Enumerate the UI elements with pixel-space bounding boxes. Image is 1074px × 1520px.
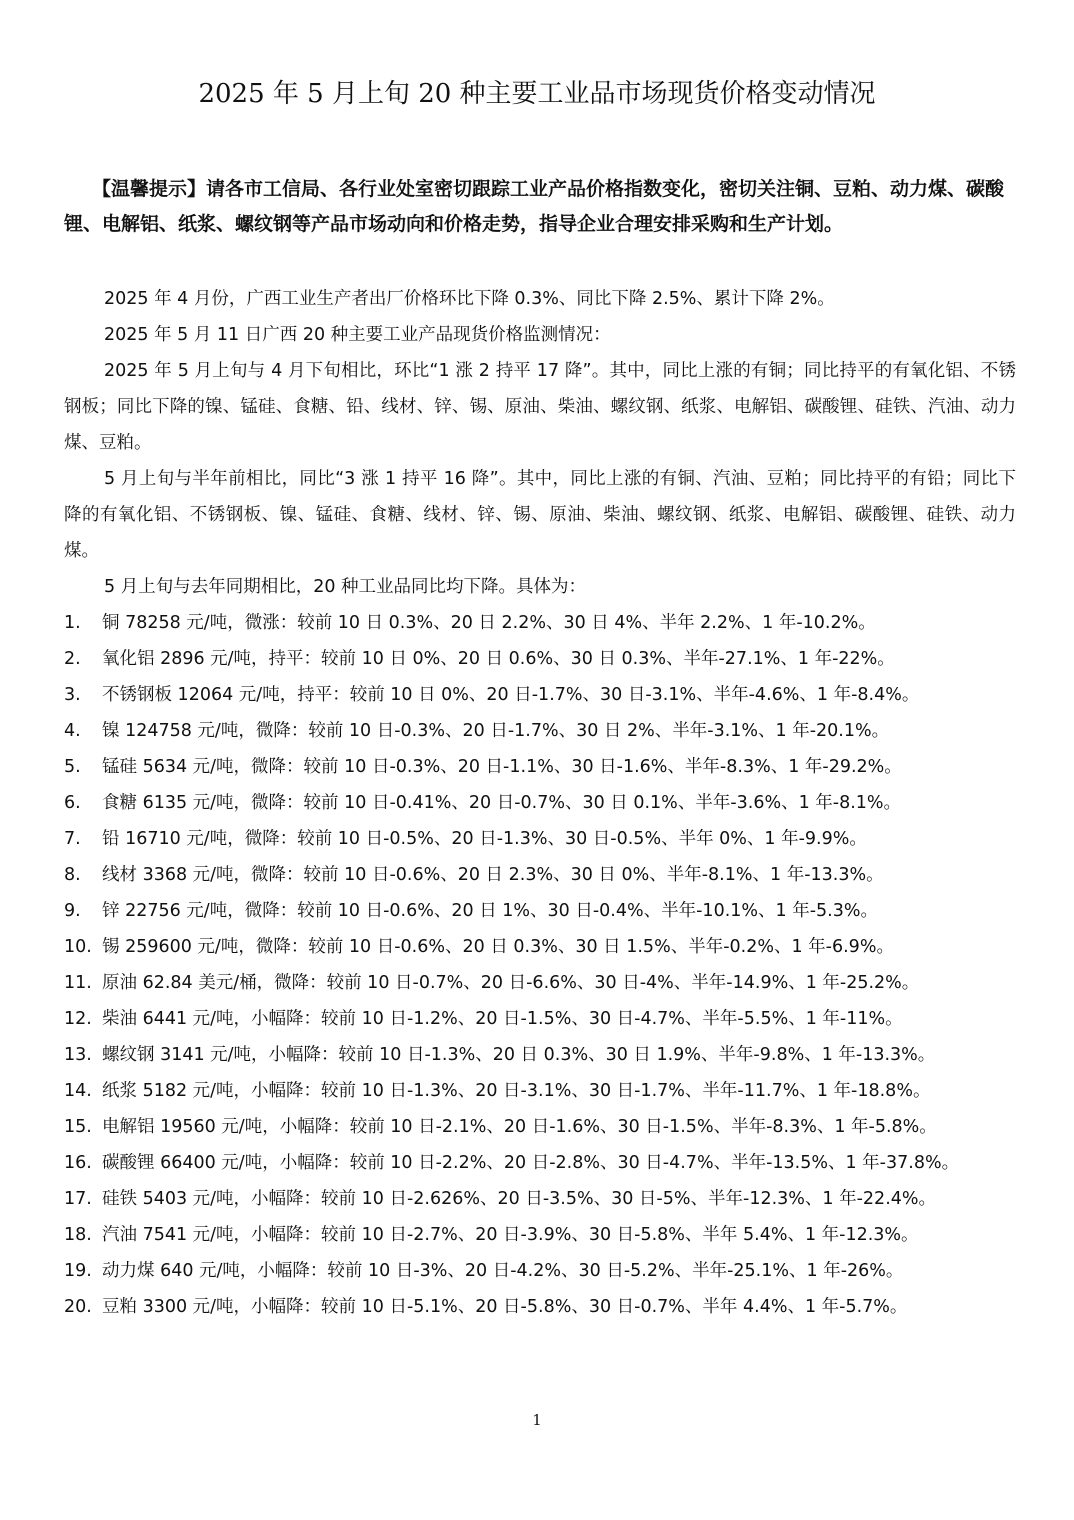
list-item bbox=[64, 965, 1016, 1001]
paragraph-half-year-comparison: 5 月上旬与半年前相比，同比“3 涨 1 持平 16 降”。其中，同比上涨的有铜、汽油、豆粕；同比持平的有铅；同比下降的有氧化铝、不锈钢板、镍、锰硅、食糖、线材、锌、锡、原油、柴油、螺纹钢、纸浆、电解铝、碳酸锂、硅铁、动力煤。 bbox=[64, 469, 1016, 561]
list-item bbox=[64, 929, 1016, 965]
list-item-number: 13. bbox=[64, 1045, 92, 1065]
list-item-number: 12. bbox=[64, 1009, 92, 1029]
list-item-text: 食糖 6135 元/吨，微降：较前 10 日-0.41%、20 日-0.7%、30 日 0.1%、半年-3.6%、1 年-8.1%。 bbox=[102, 793, 902, 813]
list-item bbox=[64, 1109, 1016, 1145]
list-item-text: 铜 78258 元/吨，微涨：较前 10 日 0.3%、20 日 2.2%、30 日 4%、半年 2.2%、1 年-10.2%。 bbox=[102, 613, 876, 633]
list-item bbox=[64, 1145, 1016, 1181]
list-item-text: 螺纹钢 3141 元/吨，小幅降：较前 10 日-1.3%、20 日 0.3%、30 日 1.9%、半年-9.8%、1 年-13.3%。 bbox=[102, 1045, 936, 1065]
list-item-text: 不锈钢板 12064 元/吨，持平：较前 10 日 0%、20 日-1.7%、30 日-3.1%、半年-4.6%、1 年-8.4%。 bbox=[102, 685, 920, 705]
list-item-number: 18. bbox=[64, 1225, 92, 1245]
list-item-number: 4. bbox=[64, 721, 81, 741]
list-item-number: 10. bbox=[64, 937, 92, 957]
list-item-number: 15. bbox=[64, 1117, 92, 1137]
list-item-number: 3. bbox=[64, 685, 81, 705]
list-item-number: 8. bbox=[64, 865, 81, 885]
list-item-text: 线材 3368 元/吨，微降：较前 10 日-0.6%、20 日 2.3%、30 日 0%、半年-8.1%、1 年-13.3%。 bbox=[102, 865, 884, 885]
list-item-number: 9. bbox=[64, 901, 81, 921]
list-item-number: 11. bbox=[64, 973, 92, 993]
list-item-number: 6. bbox=[64, 793, 81, 813]
list-item-number: 2. bbox=[64, 649, 81, 669]
list-item-text: 氧化铝 2896 元/吨，持平：较前 10 日 0%、20 日 0.6%、30 日 0.3%、半年-27.1%、1 年-22%。 bbox=[102, 649, 895, 669]
list-item bbox=[64, 1289, 1016, 1325]
list-item bbox=[64, 821, 1016, 857]
list-item bbox=[64, 1181, 1016, 1217]
page-number: 1 bbox=[532, 1411, 542, 1429]
list-item bbox=[64, 893, 1016, 929]
list-item bbox=[64, 1217, 1016, 1253]
list-item bbox=[64, 785, 1016, 821]
document-body bbox=[64, 281, 1016, 1325]
paragraph-monitoring-intro: 2025 年 5 月 11 日广西 20 种主要工业产品现货价格监测情况： bbox=[104, 325, 611, 345]
list-item-text: 锰硅 5634 元/吨，微降：较前 10 日-0.3%、20 日-1.1%、30 日-1.6%、半年-8.3%、1 年-29.2%。 bbox=[102, 757, 902, 777]
list-item-text: 纸浆 5182 元/吨，小幅降：较前 10 日-1.3%、20 日-3.1%、30 日-1.7%、半年-11.7%、1 年-18.8%。 bbox=[102, 1081, 931, 1101]
list-item bbox=[64, 1001, 1016, 1037]
paragraph-mom-comparison: 2025 年 5 月上旬与 4 月下旬相比，环比“1 涨 2 持平 17 降”。其中，同比上涨的有铜；同比持平的有氧化铝、不锈钢板；同比下降的镍、锰硅、食糖、铅、线材、锌、锡、原油、柴油、螺纹钢、纸浆、电解铝、碳酸锂、硅铁、汽油、动力煤、豆粕。 bbox=[64, 361, 1016, 453]
paragraph-yoy-comparison: 5 月上旬与去年同期相比，20 种工业品同比均下降。具体为： bbox=[104, 577, 587, 597]
list-item bbox=[64, 749, 1016, 785]
list-item-text: 锡 259600 元/吨，微降：较前 10 日-0.6%、20 日 0.3%、30 日 1.5%、半年-0.2%、1 年-6.9%。 bbox=[102, 937, 894, 957]
list-item-number: 14. bbox=[64, 1081, 92, 1101]
list-item bbox=[64, 1073, 1016, 1109]
list-item-text: 动力煤 640 元/吨，小幅降：较前 10 日-3%、20 日-4.2%、30 日-5.2%、半年-25.1%、1 年-26%。 bbox=[102, 1261, 904, 1281]
document-title: 2025 年 5 月上旬 20 种主要工业品市场现货价格变动情况 bbox=[198, 79, 876, 109]
list-item-number: 19. bbox=[64, 1261, 92, 1281]
list-item bbox=[64, 605, 1016, 641]
list-item-number: 1. bbox=[64, 613, 81, 633]
list-item-number: 7. bbox=[64, 829, 81, 849]
list-item-text: 原油 62.84 美元/桶，微降：较前 10 日-0.7%、20 日-6.6%、30 日-4%、半年-14.9%、1 年-25.2%。 bbox=[102, 973, 920, 993]
list-item bbox=[64, 1037, 1016, 1073]
notice-paragraph: 【温馨提示】请各市工信局、各行业处室密切跟踪工业产品价格指数变化，密切关注铜、豆粕、动力煤、碳酸锂、电解铝、纸浆、螺纹钢等产品市场动向和价格走势，指导企业合理安排采购和生产计划。 bbox=[64, 178, 1005, 235]
list-item-number: 17. bbox=[64, 1189, 92, 1209]
list-item bbox=[64, 677, 1016, 713]
list-item-text: 电解铝 19560 元/吨，小幅降：较前 10 日-2.1%、20 日-1.6%、30 日-1.5%、半年-8.3%、1 年-5.8%。 bbox=[102, 1117, 937, 1137]
list-item bbox=[64, 713, 1016, 749]
list-item bbox=[64, 641, 1016, 677]
list-item-text: 镍 124758 元/吨，微降：较前 10 日-0.3%、20 日-1.7%、30 日 2%、半年-3.1%、1 年-20.1%。 bbox=[102, 721, 890, 741]
commodity-price-list bbox=[64, 605, 1016, 1325]
list-item-text: 柴油 6441 元/吨，小幅降：较前 10 日-1.2%、20 日-1.5%、30 日-4.7%、半年-5.5%、1 年-11%。 bbox=[102, 1009, 903, 1029]
list-item-number: 16. bbox=[64, 1153, 92, 1173]
list-item-text: 铅 16710 元/吨，微降：较前 10 日-0.5%、20 日-1.3%、30 日-0.5%、半年 0%、1 年-9.9%。 bbox=[102, 829, 867, 849]
list-item-text: 碳酸锂 66400 元/吨，小幅降：较前 10 日-2.2%、20 日-2.8%、30 日-4.7%、半年-13.5%、1 年-37.8%。 bbox=[102, 1153, 960, 1173]
list-item-text: 硅铁 5403 元/吨，小幅降：较前 10 日-2.626%、20 日-3.5%、30 日-5%、半年-12.3%、1 年-22.4%。 bbox=[102, 1189, 937, 1209]
list-item-number: 20. bbox=[64, 1297, 92, 1317]
paragraph-ppi: 2025 年 4 月份，广西工业生产者出厂价格环比下降 0.3%、同比下降 2.5%、累计下降 2%。 bbox=[104, 289, 835, 309]
list-item-text: 豆粕 3300 元/吨，小幅降：较前 10 日-5.1%、20 日-5.8%、30 日-0.7%、半年 4.4%、1 年-5.7%。 bbox=[102, 1297, 908, 1317]
list-item-text: 汽油 7541 元/吨，小幅降：较前 10 日-2.7%、20 日-3.9%、30 日-5.8%、半年 5.4%、1 年-12.3%。 bbox=[102, 1225, 919, 1245]
list-item-number: 5. bbox=[64, 757, 81, 777]
list-item bbox=[64, 1253, 1016, 1289]
list-item bbox=[64, 857, 1016, 893]
list-item-text: 锌 22756 元/吨，微降：较前 10 日-0.6%、20 日 1%、30 日-0.4%、半年-10.1%、1 年-5.3%。 bbox=[102, 901, 878, 921]
